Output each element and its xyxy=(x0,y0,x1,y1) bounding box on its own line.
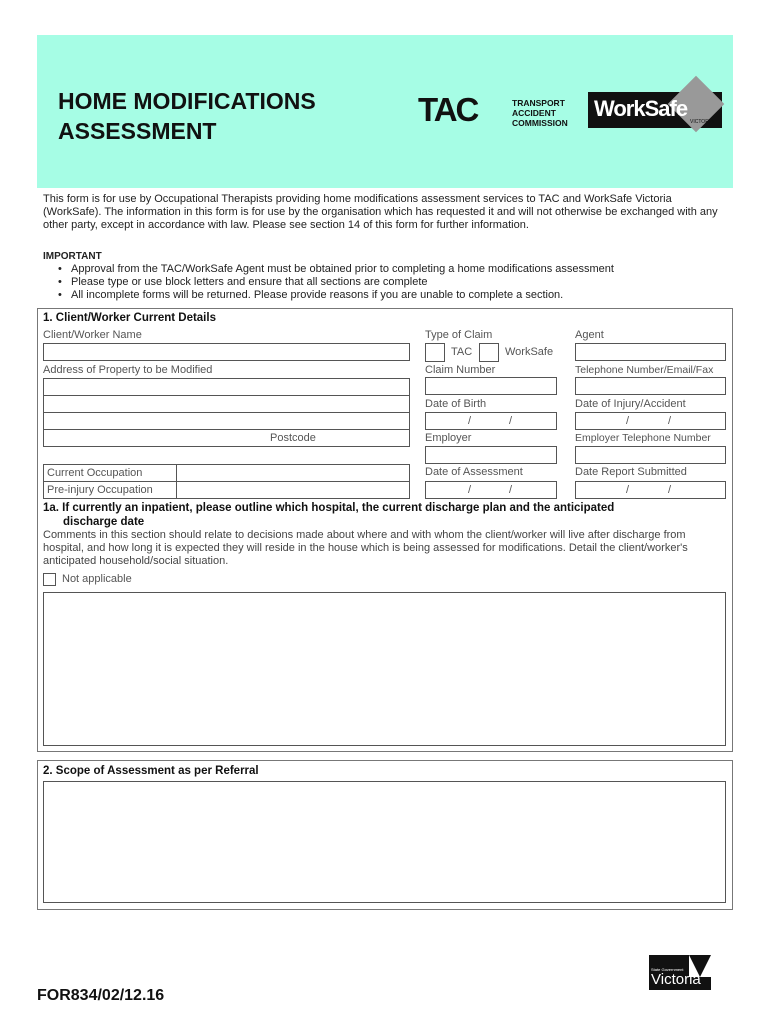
contact-label: Telephone Number/Email/Fax xyxy=(575,364,714,376)
employer-label: Employer xyxy=(425,432,472,444)
agent-label: Agent xyxy=(575,329,604,341)
section-2-heading: 2. Scope of Assessment as per Referral xyxy=(43,765,259,777)
worksafe-checkbox[interactable] xyxy=(479,343,499,362)
client-name-input[interactable] xyxy=(43,343,410,361)
date-injury-label: Date of Injury/Accident xyxy=(575,398,686,410)
current-occupation-label: Current Occupation xyxy=(47,467,143,479)
intro-text: This form is for use by Occupational Therapists providing home modifications assessment services to TAC and WorkSafe Victoria (WorkSafe). The information in this form is for use by the organisation which has requested it and will not otherwise be exchanged with any other party, except in accordance with law. Please see section 14 of this form for further information. xyxy=(43,193,718,231)
tac-label: TAC xyxy=(451,346,473,358)
claim-number-input[interactable] xyxy=(425,377,557,395)
tac-name: TRANSPORT ACCIDENT COMMISSION xyxy=(512,98,568,128)
section-1-heading: 1. Client/Worker Current Details xyxy=(43,312,216,324)
claim-number-label: Claim Number xyxy=(425,364,496,376)
agent-input[interactable] xyxy=(575,343,726,361)
not-applicable-checkbox[interactable] xyxy=(43,573,56,586)
address-line-1[interactable] xyxy=(43,378,410,396)
current-occupation-input[interactable] xyxy=(43,464,410,482)
preinjury-occupation-input[interactable] xyxy=(43,481,410,499)
date-injury-input[interactable]: / / xyxy=(575,412,726,430)
employer-phone-label: Employer Telephone Number xyxy=(575,432,711,444)
not-applicable-label: Not applicable xyxy=(62,573,132,585)
employer-input[interactable] xyxy=(425,446,557,464)
worksafe-label: WorkSafe xyxy=(505,346,554,358)
worksafe-logo: WorkSafe VICTORIA xyxy=(588,92,722,128)
address-label: Address of Property to be Modified xyxy=(43,364,213,376)
contact-input[interactable] xyxy=(575,377,726,395)
important-label: IMPORTANT xyxy=(43,251,102,262)
preinjury-occupation-label: Pre-injury Occupation xyxy=(47,484,153,496)
section-1a-heading: 1a. If currently an inpatient, please outline which hospital, the current discharge plan and the anticipated discharge date xyxy=(43,502,615,528)
victoria-logo: State Government Victoria xyxy=(649,955,711,990)
date-report-label: Date Report Submitted xyxy=(575,466,687,478)
tac-logo: TAC xyxy=(418,91,478,128)
important-list: • Approval from the TAC/WorkSafe Agent must be obtained prior to completing a home modifications assessment • Please type or use block letters and ensure that all sections are complete • All incomplete forms will be returned. Please provide reasons if you are unable to complete a section. xyxy=(58,263,614,301)
employer-phone-input[interactable] xyxy=(575,446,726,464)
dob-label: Date of Birth xyxy=(425,398,487,410)
postcode-input[interactable] xyxy=(43,429,410,447)
postcode-label: Postcode xyxy=(270,432,316,444)
tac-checkbox[interactable] xyxy=(425,343,445,362)
address-line-2[interactable] xyxy=(43,395,410,413)
dob-input[interactable]: / / xyxy=(425,412,557,430)
page-title: HOME MODIFICATIONS ASSESSMENT xyxy=(58,88,316,144)
section-2-textarea[interactable] xyxy=(43,781,726,903)
section-1a-textarea[interactable] xyxy=(43,592,726,746)
date-assessment-input[interactable]: / / xyxy=(425,481,557,499)
form-code: FOR834/02/12.16 xyxy=(37,987,165,1004)
date-assessment-label: Date of Assessment xyxy=(425,466,523,478)
date-report-input[interactable]: / / xyxy=(575,481,726,499)
address-line-3[interactable] xyxy=(43,412,410,430)
client-name-label: Client/Worker Name xyxy=(43,329,142,341)
section-1a-comments: Comments in this section should relate to decisions made about where and with whom the client/worker will live after discharge from hospital, and how long it is expected they will reside in the house which is being assessed for modifications. Detail the client/worker's anticipated household/social situation. xyxy=(43,529,688,567)
type-of-claim-label: Type of Claim xyxy=(425,329,493,341)
